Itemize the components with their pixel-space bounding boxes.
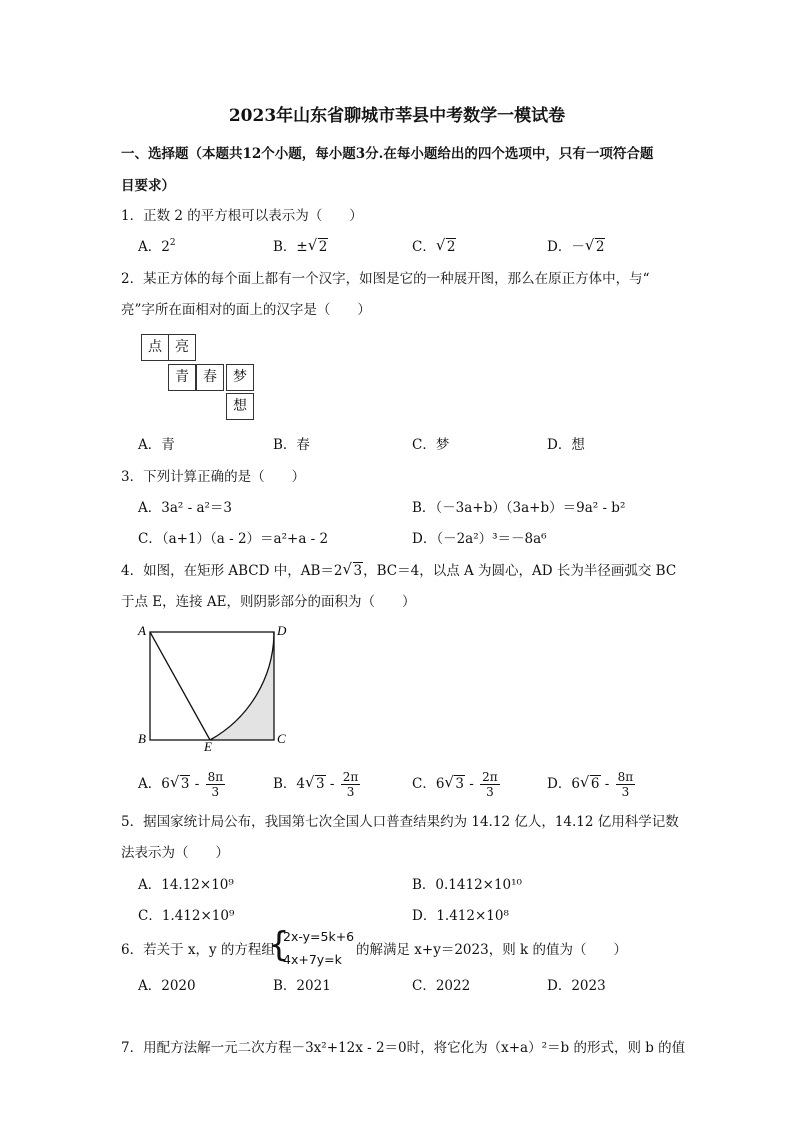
label-c: C <box>277 731 286 746</box>
fraction: $\frac{2\pi}{3}$ <box>482 770 498 799</box>
q5-stem-line1: 5．据国家统计局公布，我国第七次全国人口普查结果约为 14.12 亿人，14.12 亿用科学记数 <box>121 814 679 830</box>
q3-option-c: C．（a+1）（a - 2）＝a²+a - 2 <box>138 531 329 547</box>
q4-option-d: D．6√ 6 - $\frac{8\pi}{3}$ <box>547 770 637 799</box>
label-d: D <box>277 623 287 638</box>
fraction: $\frac{2\pi}{3}$ <box>342 770 359 799</box>
q2-option-c: C．梦 <box>412 437 450 453</box>
q6-option-c: C．2022 <box>412 978 471 994</box>
rectangle-arc-figure <box>134 620 294 752</box>
q3-option-a: A．3a² - a²＝3 <box>138 500 232 516</box>
q5-option-d: D．1.412×10⁸ <box>412 908 509 924</box>
q1-option-b: B．±√ 2 <box>273 238 328 256</box>
q2-option-d: D．想 <box>547 437 585 453</box>
net-cell: 春 <box>196 364 224 391</box>
net-cell: 想 <box>226 393 254 420</box>
page-title: 2023年山东省聊城市莘县中考数学一模试卷 <box>228 106 566 126</box>
sqrt-symbol: √ 3 <box>171 775 191 793</box>
q6-option-a: A．2020 <box>138 978 196 994</box>
net-cell: 点 <box>141 334 169 361</box>
shaded-region <box>210 632 274 740</box>
q2-stem-line2: 亮”字所在面相对的面上的汉字是（ ） <box>121 302 371 318</box>
q1-option-d: D．－√ 2 <box>547 238 605 256</box>
sqrt-symbol: √ 2 <box>309 238 329 256</box>
section-heading-line1: 一、选择题（本题共12个小题，每小题3分.在每小题给出的四个选项中，只有一项符合题 <box>121 146 654 162</box>
q4-option-c: C．6√ 3 - $\frac{2\pi}{3}$ <box>412 770 502 799</box>
q6-stem-pre: 6．若关于 x，y 的方程组 <box>121 942 275 958</box>
system-eq2: 4x+7y=k <box>283 952 342 967</box>
q2-option-a: A．青 <box>138 437 175 453</box>
q4-option-a: A．6√ 3 - $\frac{8\pi}{3}$ <box>138 770 227 799</box>
q1-option-a: A．$2^2$ <box>138 238 176 255</box>
system-eq1: 2x-y=5k+6 <box>283 929 355 944</box>
label-b: B <box>138 731 146 746</box>
q6-option-b: B．2021 <box>273 978 331 994</box>
net-cell: 青 <box>168 364 196 391</box>
q7-stem: 7．用配方法解一元二次方程－3x²+12x - 2＝0时，将它化为（x+a）²＝b 的形式，则 b 的值 <box>121 1040 686 1056</box>
fraction: $\frac{8\pi}{3}$ <box>617 770 634 799</box>
q5-option-b: B．0.1412×10¹⁰ <box>412 877 522 893</box>
q2-option-b: B．春 <box>273 437 310 453</box>
label-a: A <box>138 623 146 638</box>
q2-stem-line1: 2．某正方体的每个面上都有一个汉字，如图是它的一种展开图，那么在原正方体中，与“ <box>121 271 650 287</box>
q6-stem-post: 的解满足 x+y＝2023，则 k 的值为（ ） <box>356 942 627 958</box>
segment-ae <box>150 632 210 740</box>
sqrt-symbol: √ 6 <box>581 775 601 793</box>
brace-symbol: { <box>268 925 290 965</box>
sqrt-symbol: √ 2 <box>437 238 457 256</box>
q6-option-d: D．2023 <box>547 978 606 994</box>
q5-option-c: C．1.412×10⁹ <box>138 908 235 924</box>
q3-option-b: B．（－3a+b）（3a+b）＝9a² - b² <box>412 500 626 516</box>
sqrt-symbol: √ 3 <box>306 775 326 793</box>
q4-option-b: B．4√ 3 - $\frac{2\pi}{3}$ <box>273 770 362 799</box>
q5-option-a: A．14.12×10⁹ <box>138 877 234 893</box>
section-heading-line2: 目要求） <box>121 178 175 194</box>
fraction: $\frac{8\pi}{3}$ <box>207 770 224 799</box>
q4-stem-line1: 4．如图，在矩形 ABCD 中，AB＝2√ 3，BC＝4，以点 A 为圆心，AD 长为半径画弧交 BC <box>121 562 676 580</box>
q3-option-d: D．（－2a²）³＝－8a⁶ <box>412 531 547 547</box>
q3-stem: 3．下列计算正确的是（ ） <box>121 469 306 485</box>
sqrt-symbol: √ 3 <box>344 562 364 580</box>
q1-option-c: C．√ 2 <box>412 238 456 256</box>
net-cell: 梦 <box>226 364 254 391</box>
q5-stem-line2: 法表示为（ ） <box>121 845 229 861</box>
net-cell: 亮 <box>168 334 196 361</box>
sqrt-symbol: √ 2 <box>586 238 606 256</box>
q1-stem: 1．正数 2 的平方根可以表示为（ ） <box>121 208 363 224</box>
sqrt-symbol: √ 3 <box>445 775 465 793</box>
q4-stem-line2: 于点 E，连接 AE，则阴影部分的面积为（ ） <box>121 594 416 610</box>
label-e: E <box>204 739 212 752</box>
